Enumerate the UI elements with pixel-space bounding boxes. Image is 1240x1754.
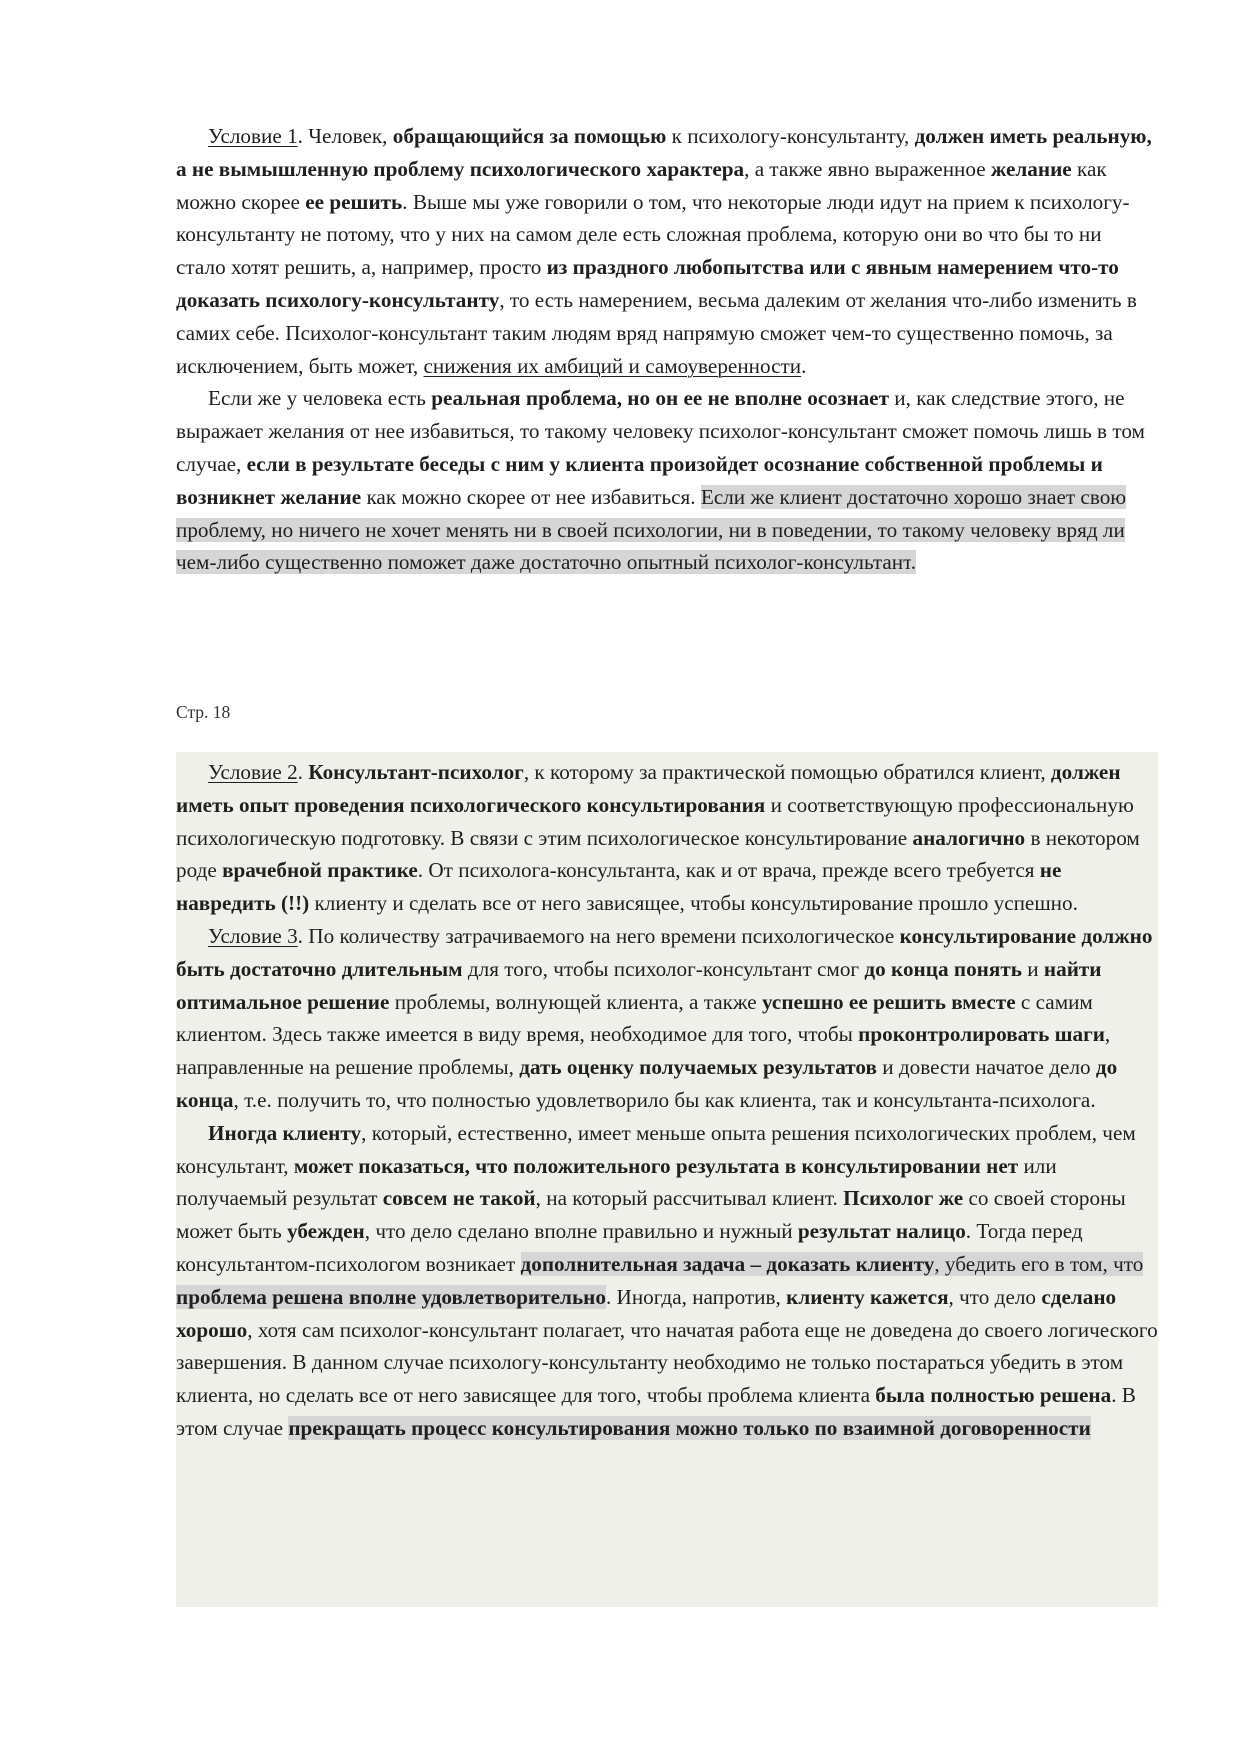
text-run: .	[801, 353, 807, 378]
text-run: , что дело	[948, 1284, 1042, 1309]
shaded-text-block	[176, 752, 1158, 1607]
highlighted-bold-run: дополнительная задача – доказать клиенту	[520, 1251, 935, 1276]
text-run: или получаемый результат	[176, 1153, 1057, 1211]
paragraph-real-problem	[176, 382, 1156, 579]
bold-run: клиенту кажется	[786, 1284, 949, 1309]
bold-run: должен иметь опыт проведения психологического консультирования	[176, 760, 1121, 817]
text-run: . По количеству затрачиваемого на него времени психологическое	[297, 923, 900, 948]
text-run: как можно скорее от нее избавиться.	[361, 484, 701, 509]
bold-run: найти оптимальное решение	[176, 956, 1102, 1014]
bold-run: Консультант-психолог	[308, 760, 524, 784]
text-run: Если же у человека есть	[208, 386, 432, 411]
condition-1-heading: Условие 1	[208, 124, 298, 148]
text-run: со своей стороны может быть	[176, 1186, 1126, 1244]
text-run: , а также явно выраженное	[744, 156, 991, 181]
highlighted-run: , убедить его в том, что	[934, 1251, 1144, 1276]
condition-3-heading: Условие 3	[208, 923, 298, 948]
condition-2-heading: Условие 2	[208, 760, 298, 784]
page-number-label: Стр. 18	[176, 702, 231, 722]
text-run: и соответствующую профессиональную психологическую подготовку. В связи с этим психологическое консультирование	[176, 792, 1134, 850]
text-run: с самим клиентом. Здесь также имеется в виду время, необходимое для того, чтобы	[176, 989, 1093, 1047]
text-run: как можно скорее	[176, 156, 1107, 214]
text-run: к психологу-консультанту,	[666, 124, 915, 148]
text-run: , что дело сделано вполне правильно и нужный	[364, 1219, 798, 1244]
text-run: , на который рассчитывал клиент.	[535, 1186, 844, 1211]
text-run: . От психолога-консультанта, как и от врача, прежде всего требуется	[417, 858, 1040, 883]
text-run: , который, естественно, имеет меньше опыта решения психологических проблем, чем консультант,	[176, 1120, 1136, 1178]
highlighted-run: .	[910, 550, 917, 575]
bold-run: дать оценку получаемых результатов	[519, 1055, 877, 1080]
paragraph-condition-1	[176, 120, 1156, 382]
text-run: . Иногда, напротив,	[605, 1284, 787, 1309]
text-run: для того, чтобы психолог-консультант смог	[462, 956, 865, 981]
text-run: . Выше мы уже говорили о том, что некоторые люди идут на прием к психологу-консультанту не потому, что у них на самом деле есть сложная проблема, которую они во что бы то ни стало хотят решить, а, например, просто	[176, 189, 1130, 280]
bold-run: убежден	[287, 1219, 365, 1244]
bold-run: Иногда клиенту	[208, 1120, 362, 1145]
text-run: , то есть намерением, весьма далеким от желания что-либо изменить в самих себе. Психолог-консультант таким людям вряд напрямую сможет чем-то существенно помочь, за исключением, быть может,	[176, 287, 1137, 378]
text-run: . Человек,	[297, 124, 393, 148]
text-run: , направленные на решение проблемы,	[176, 1022, 1111, 1080]
bold-run: реальная проблема, но он ее не вполне осознает	[431, 386, 889, 411]
bold-run: консультирование должно быть достаточно длительным	[176, 923, 1153, 981]
text-run: , хотя сам психолог-консультант полагает, что начатая работа еще не доведена до своего логического завершения. В данном случае психологу-консультанту необходимо не только постараться убедить в этом клиента, но сделать все от него зависящее для того, чтобы проблема клиента	[176, 1317, 1158, 1408]
bold-run: аналогично	[912, 825, 1026, 850]
text-run: проблемы, волнующей клиента, а также	[389, 989, 762, 1014]
text-run: .	[297, 760, 309, 784]
text-block-top	[176, 120, 1156, 579]
text-run: в некотором роде	[176, 825, 1140, 883]
bold-run: не навредить (!!)	[176, 858, 1062, 916]
highlighted-bold-run: проблема решена вполне удовлетворительно	[176, 1284, 606, 1309]
text-run: , т.е. получить то, что полностью удовлетворило бы как клиента, так и консультанта-психолога.	[233, 1087, 1096, 1112]
text-run: , к которому за практической помощью обратился клиент,	[523, 760, 1051, 784]
bold-run: результат налицо	[797, 1219, 966, 1244]
bold-run: из праздного любопытства или с явным намерением что-то доказать психологу-консультанту	[176, 255, 1119, 312]
paragraph-condition-3	[176, 920, 1158, 1117]
paragraph-condition-2	[176, 756, 1158, 920]
underlined-run: снижения их амбиций и самоуверенности	[423, 353, 802, 378]
bold-run: если в результате беседы с ним у клиента произойдет осознание собственной проблемы и возникнет желание	[176, 451, 1103, 509]
highlighted-run: Если же клиент достаточно хорошо знает свою проблему, но ничего не хочет менять ни в своей психологии, ни в поведении, то такому человеку вряд ли чем-либо существенно поможет даже достаточно опытный психолог-консультант	[176, 484, 1127, 575]
text-run: и, как следствие этого, не выражает желания от нее избавиться, то такому человеку психолог-консультант сможет помочь лишь в том случае,	[176, 386, 1145, 476]
bold-run: была полностью решена	[875, 1383, 1112, 1408]
bold-run: может показаться, что положительного результата в консультировании нет	[293, 1153, 1019, 1178]
bold-run: обращающийся за помощью	[392, 124, 667, 148]
bold-run: совсем не такой	[382, 1186, 536, 1211]
bold-run: ее решить	[305, 189, 403, 214]
text-run: . Тогда перед консультантом-психологом возникает	[176, 1219, 1083, 1276]
bold-run: желание	[990, 156, 1072, 181]
text-run: и	[1021, 956, 1044, 981]
bold-run: проконтролировать шаги	[858, 1022, 1105, 1047]
paragraph-client-perception	[176, 1117, 1158, 1445]
bold-run: до конца понять	[864, 956, 1022, 981]
bold-run: Психолог же	[843, 1186, 964, 1211]
bold-run: успешно ее решить вместе	[761, 989, 1016, 1014]
highlighted-bold-run: прекращать процесс консультирования можно только по взаимной договоренности	[288, 1415, 1091, 1440]
bold-run: сделано хорошо	[176, 1284, 1117, 1342]
bold-run: врачебной практике	[222, 858, 418, 883]
text-run: клиенту и сделать все от него зависящее, чтобы консультирование прошло успешно.	[309, 891, 1078, 916]
bold-run: должен иметь реальную, а не вымышленную проблему психологического характера	[176, 124, 1152, 181]
bold-run: до конца	[176, 1055, 1118, 1112]
text-run: и довести начатое дело	[876, 1055, 1096, 1080]
text-run: . В этом случае	[176, 1383, 1136, 1440]
